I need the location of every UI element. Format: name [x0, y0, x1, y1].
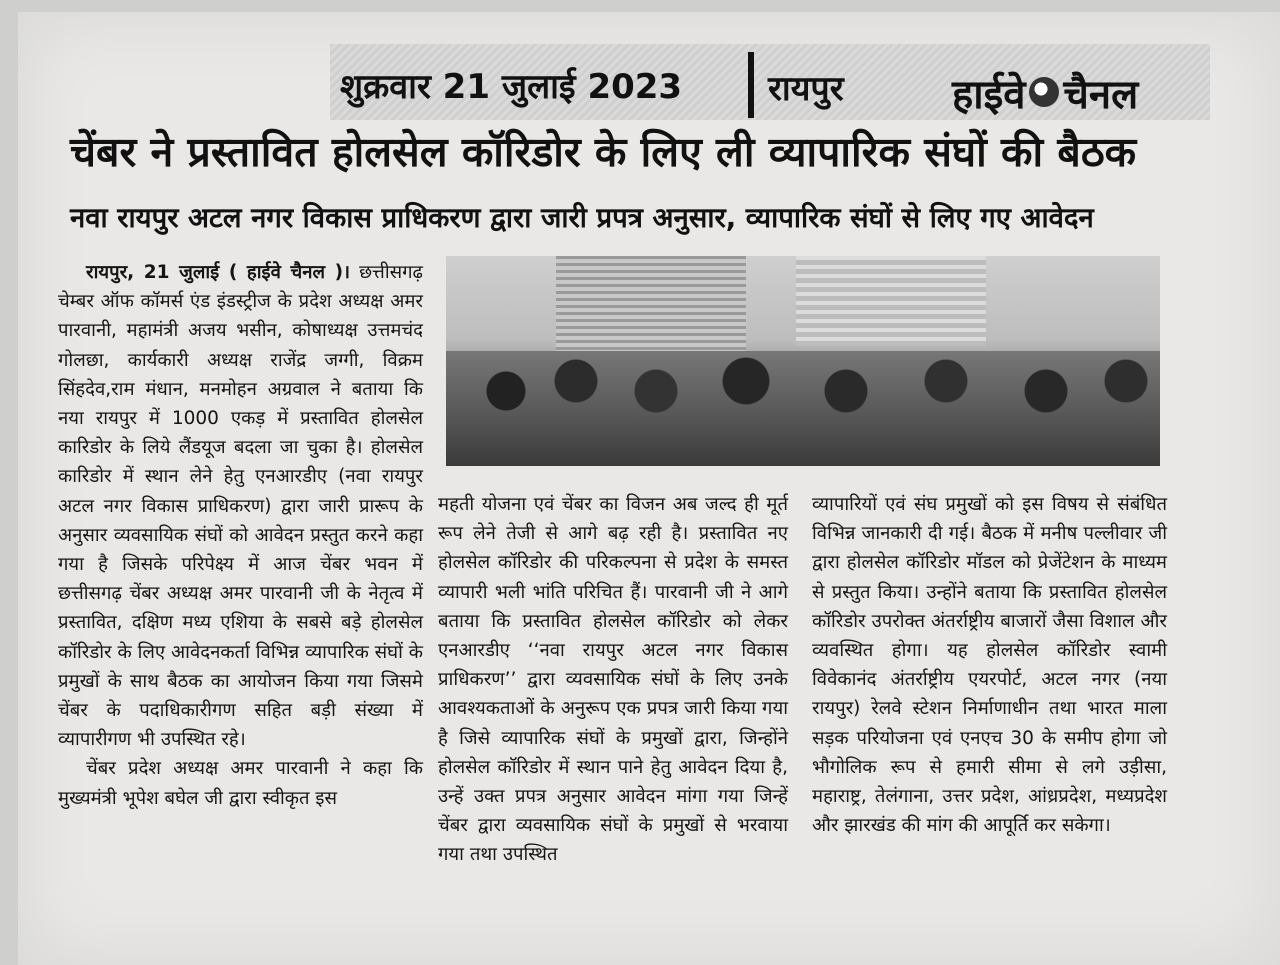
masthead-divider — [748, 52, 754, 118]
column-2-text: महती योजना एवं चेंबर का विजन अब जल्द ही मूर्त रूप लेने तेजी से आगे बढ़ रही है। प्रस्तावित नए होलसेल कॉरिडोर की परिकल्पना से प्रदेश के समस्त व्यापारी भली भांति परिचित हैं। पारवानी जी ने आगे बताया कि प्रस्तावित होलसेल कॉरिडोर को लेकर एनआरडीए ‘‘नवा रायपुर अटल नगर विकास प्राधिकरण’’ द्वारा व्यवसायिक संघों के लिए उनके आवश्यकताओं के अनुरूप एक प्रपत्र जारी किया गया है जिसे व्यापारिक संघों के प्रमुखों द्वारा, जिन्होंने होलसेल कॉरिडोर में स्थान पाने हेतु आवेदन दिया है, उन्हें उक्त प्रपत्र अनुसार आवेदन मांगा गया जिन्हें चेंबर द्वारा व्यवसायिक संघों के प्रमुखों से भरवाया गया तथा उपस्थित — [438, 494, 788, 866]
brand-right-text: चैनल — [1063, 71, 1139, 118]
article-headline: चेंबर ने प्रस्तावित होलसेल कॉरिडोर के लिए ली व्यापारिक संघों की बैठक — [70, 128, 1137, 176]
article-column-2 — [438, 490, 788, 870]
brand-left-text: हाईवे — [952, 71, 1026, 118]
masthead-date: शुक्रवार 21 जुलाई 2023 — [340, 67, 683, 107]
article-dateline: रायपुर, 21 जुलाई ( हाईवे चैनल )। — [86, 262, 351, 283]
article-subheadline: नवा रायपुर अटल नगर विकास प्राधिकरण द्वारा जारी प्रपत्र अनुसार, व्यापारिक संघों से लिए गए आवेदन — [70, 202, 1094, 234]
meeting-photo — [446, 256, 1160, 466]
photo-window — [796, 256, 986, 346]
column-3-text: व्यापारियों एवं संघ प्रमुखों को इस विषय से संबंधित विभिन्न जानकारी दी गई। बैठक में मनीष पल्लीवार जी द्वारा होलसेल कॉरिडोर मॉडल को प्रेजेंटेशन के माध्यम से प्रस्तुत किया। उन्होंने बताया कि प्रस्तावित होलसेल कॉरिडोर उपरोक्त अंतर्राष्ट्रीय बाजारों जैसा विशाल और व्यवस्थित होगा। यह होलसेल कॉरिडोर स्वामी विवेकानंद अंतर्राष्ट्रीय एयरपोर्ट, अटल नगर (नया रायपुर) रेलवे स्टेशन निर्माणाधीन तथा भारत माला सड़क परियोजना एवं एनएच 30 के समीप होगा जो भौगोलिक रूप से हमारी सीमा से लगे उड़ीसा, महाराष्ट्र, तेलंगाना, उत्तर प्रदेश, आंध्रप्रदेश, मध्यप्रदेश और झारखंड की मांग की आपूर्ति कर सकेगा। — [812, 494, 1167, 837]
masthead-city: रायपुर — [768, 69, 844, 109]
masthead-brand — [952, 62, 1138, 122]
brand-logo-icon — [1029, 77, 1059, 107]
photo-audience — [446, 351, 1160, 466]
article-column-1 — [58, 258, 423, 813]
article-column-3 — [812, 490, 1167, 840]
column-1-paragraph-1: छत्तीसगढ़ चेम्बर ऑफ कॉमर्स एंड इंडस्ट्रीज के प्रदेश अध्यक्ष अमर पारवानी, महामंत्री अजय भसीन, कोषाध्यक्ष उत्तमचंद गोलछा, कार्यकारी अध्यक्ष राजेंद्र जग्गी, विक्रम सिंहदेव,राम मंधान, मनमोहन अग्रवाल ने बताया कि नया रायपुर में 1000 एकड़ में प्रस्तावित होलसेल कारिडोर के लिये लैंडयूज बदला जा चुका है। होलसेल कारिडोर में स्थान लेने हेतु एनआरडीए (नवा रायपुर अटल नगर विकास प्राधिकरण) द्वारा जारी प्रारूप के अनुसार व्यवसायिक संघों को आवेदन प्रस्तुत करने कहा गया है जिसके परिपेक्ष्य में आज चेंबर भवन में छत्तीसगढ़ चेंबर अध्यक्ष अमर पारवानी जी के नेतृत्व में प्रस्तावित, दक्षिण मध्य एशिया के सबसे बड़े होलसेल कॉरिडोर के लिए आवेदनकर्ता विभिन्न व्यापारिक संघों के प्रमुखों के साथ बैठक का आयोजन किया गया जिसमे चेंबर के पदाधिकारीगण सहित बड़ी संख्या में व्यापारीगण भी उपस्थित रहे। — [58, 262, 423, 751]
column-1-paragraph-2: चेंबर प्रदेश अध्यक्ष अमर पारवानी ने कहा कि मुख्यमंत्री भूपेश बघेल जी द्वारा स्वीकृत इस — [58, 758, 423, 809]
